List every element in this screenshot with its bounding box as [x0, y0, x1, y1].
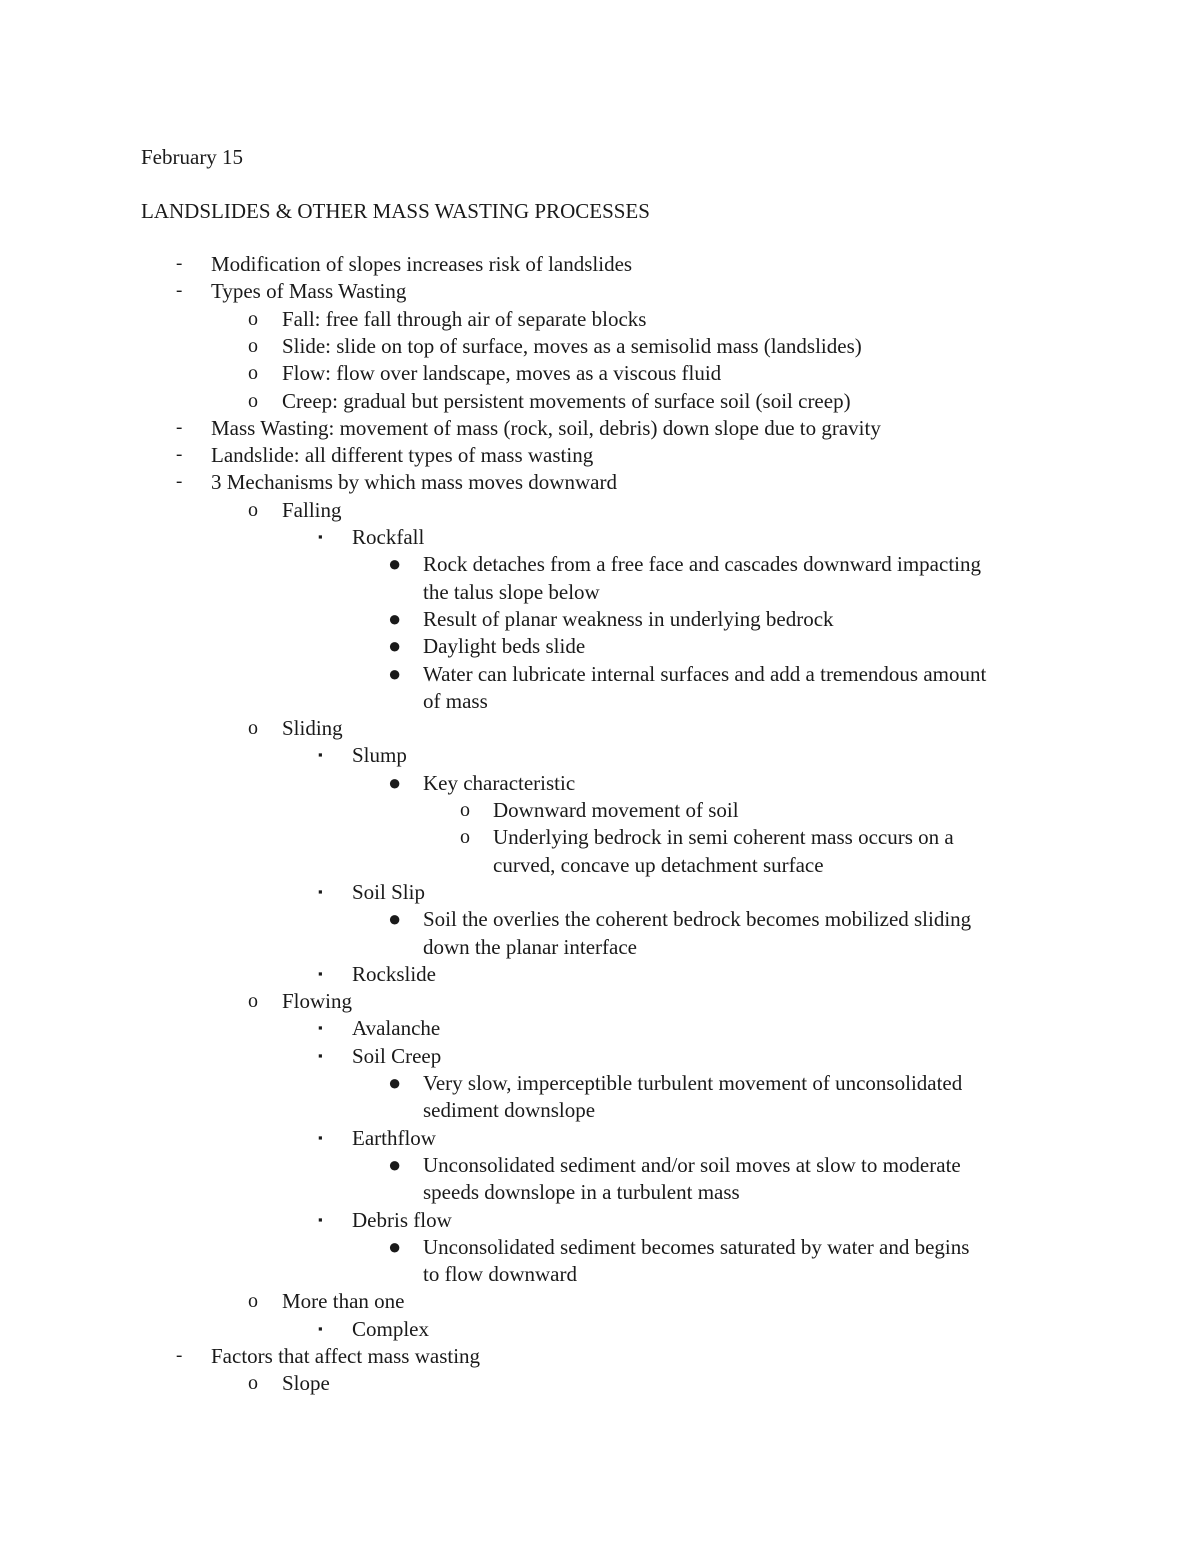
outline-item-text: Key characteristic — [423, 770, 576, 795]
circle-bullet-icon: o — [248, 389, 258, 412]
outline-item-text: speeds downslope in a turbulent mass — [423, 1180, 740, 1205]
outline-item-text: Falling — [282, 497, 342, 522]
outline-item-text: Mass Wasting: movement of mass (rock, soil, debris) down slope due to gravity — [211, 415, 881, 440]
square-bullet-icon: ▪ — [318, 529, 323, 544]
outline-item-text: Soil Creep — [352, 1043, 442, 1068]
outline-item-text: Complex — [352, 1316, 429, 1341]
outline-item-text: Avalanche — [352, 1016, 441, 1041]
outline-item-text: Slump — [352, 743, 407, 768]
filled-bullet-icon: ● — [388, 633, 402, 659]
outline-item-text: Rock detaches from a free face and cascades downward impacting — [423, 552, 981, 577]
filled-bullet-icon: ● — [388, 605, 402, 631]
square-bullet-icon: ▪ — [318, 883, 323, 899]
outline-item-text: Water can lubricate internal surfaces and add a tremendous amount — [423, 661, 987, 686]
outline-item-text: Landslide: all different types of mass wasting — [211, 443, 594, 468]
square-bullet-icon: ▪ — [318, 1129, 323, 1145]
circle-bullet-icon: o — [248, 717, 258, 740]
outline-item-text: Unconsolidated sediment and/or soil moves at slow to moderate — [423, 1152, 961, 1177]
circle-bullet-icon: o — [248, 1372, 258, 1395]
outline-item-text: the talus slope below — [423, 579, 600, 604]
outline-item-text: Modification of slopes increases risk of landslides — [211, 252, 633, 276]
square-bullet-icon: ▪ — [318, 965, 323, 981]
filled-bullet-icon: ● — [388, 1233, 402, 1259]
square-bullet-icon: ▪ — [318, 1211, 323, 1227]
outline-item-text: Types of Mass Wasting — [211, 279, 407, 304]
outline-item-text: Soil Slip — [352, 879, 425, 904]
document-title: LANDSLIDES & OTHER MASS WASTING PROCESSES — [141, 199, 650, 223]
square-bullet-icon: ▪ — [318, 1320, 323, 1336]
outline-item-text: down the planar interface — [423, 934, 637, 959]
dash-bullet-icon: - — [176, 253, 183, 274]
circle-bullet-icon: o — [460, 799, 470, 821]
circle-bullet-icon: o — [248, 307, 258, 330]
outline-item-text: sediment downslope — [423, 1098, 596, 1123]
document-date: February 15 — [141, 145, 244, 169]
dash-bullet-icon: - — [176, 471, 183, 493]
outline-item-text: Slide: slide on top of surface, moves as a semisolid mass (landslides) — [282, 333, 862, 358]
circle-bullet-icon: o — [248, 498, 258, 521]
square-bullet-icon: ▪ — [318, 1047, 323, 1063]
outline-item-text: Earthflow — [352, 1125, 436, 1150]
square-bullet-icon: ▪ — [318, 747, 323, 763]
outline-item-text: More than one — [282, 1289, 405, 1314]
outline-item-text: Unconsolidated sediment becomes saturated by water and begins — [423, 1234, 970, 1259]
outline-item-text: Flow: flow over landscape, moves as a viscous fluid — [282, 361, 722, 386]
filled-bullet-icon: ● — [388, 660, 402, 686]
outline-item-text: Daylight beds slide — [423, 634, 586, 659]
circle-bullet-icon: o — [248, 362, 258, 385]
dash-bullet-icon: - — [176, 416, 183, 438]
outline-item-text: Debris flow — [352, 1207, 452, 1232]
circle-bullet-icon: o — [248, 334, 258, 357]
outline-item-text: Fall: free fall through air of separate blocks — [282, 306, 647, 331]
outline-item-text: Rockslide — [352, 961, 436, 986]
circle-bullet-icon: o — [248, 990, 258, 1013]
filled-bullet-icon: ● — [388, 1070, 402, 1095]
filled-bullet-icon: ● — [388, 1151, 402, 1177]
filled-bullet-icon: ● — [388, 769, 402, 795]
circle-bullet-icon: o — [248, 1290, 258, 1313]
outline-item-text: of mass — [423, 688, 488, 713]
outline-item-text: 3 Mechanisms by which mass moves downward — [211, 470, 617, 495]
outline-item-text: Soil the overlies the coherent bedrock becomes mobilized sliding — [423, 907, 972, 932]
outline-item-text: Result of planar weakness in underlying bedrock — [423, 606, 834, 631]
outline-item-text: Rockfall — [352, 525, 425, 549]
dash-bullet-icon: - — [176, 1345, 183, 1366]
outline-item-text: Very slow, imperceptible turbulent movement of unconsolidated — [423, 1071, 963, 1095]
square-bullet-icon: ▪ — [318, 1020, 323, 1036]
outline-item-text: Downward movement of soil — [493, 798, 739, 822]
filled-bullet-icon: ● — [388, 906, 402, 932]
circle-bullet-icon: o — [460, 826, 470, 849]
filled-bullet-icon: ● — [388, 551, 402, 577]
dash-bullet-icon: - — [176, 280, 183, 302]
outline-item-text: to flow downward — [423, 1262, 577, 1287]
outline-item-text: Slope — [282, 1371, 330, 1396]
outline-item-text: Factors that affect mass wasting — [211, 1344, 481, 1368]
outline-item-text: Creep: gradual but persistent movements of surface soil (soil creep) — [282, 388, 851, 413]
outline-item-text: Flowing — [282, 989, 353, 1014]
outline-item-text: Underlying bedrock in semi coherent mass occurs on a — [493, 825, 954, 850]
dash-bullet-icon: - — [176, 444, 183, 466]
outline-item-text: curved, concave up detachment surface — [493, 852, 824, 877]
outline-item-text: Sliding — [282, 716, 343, 741]
